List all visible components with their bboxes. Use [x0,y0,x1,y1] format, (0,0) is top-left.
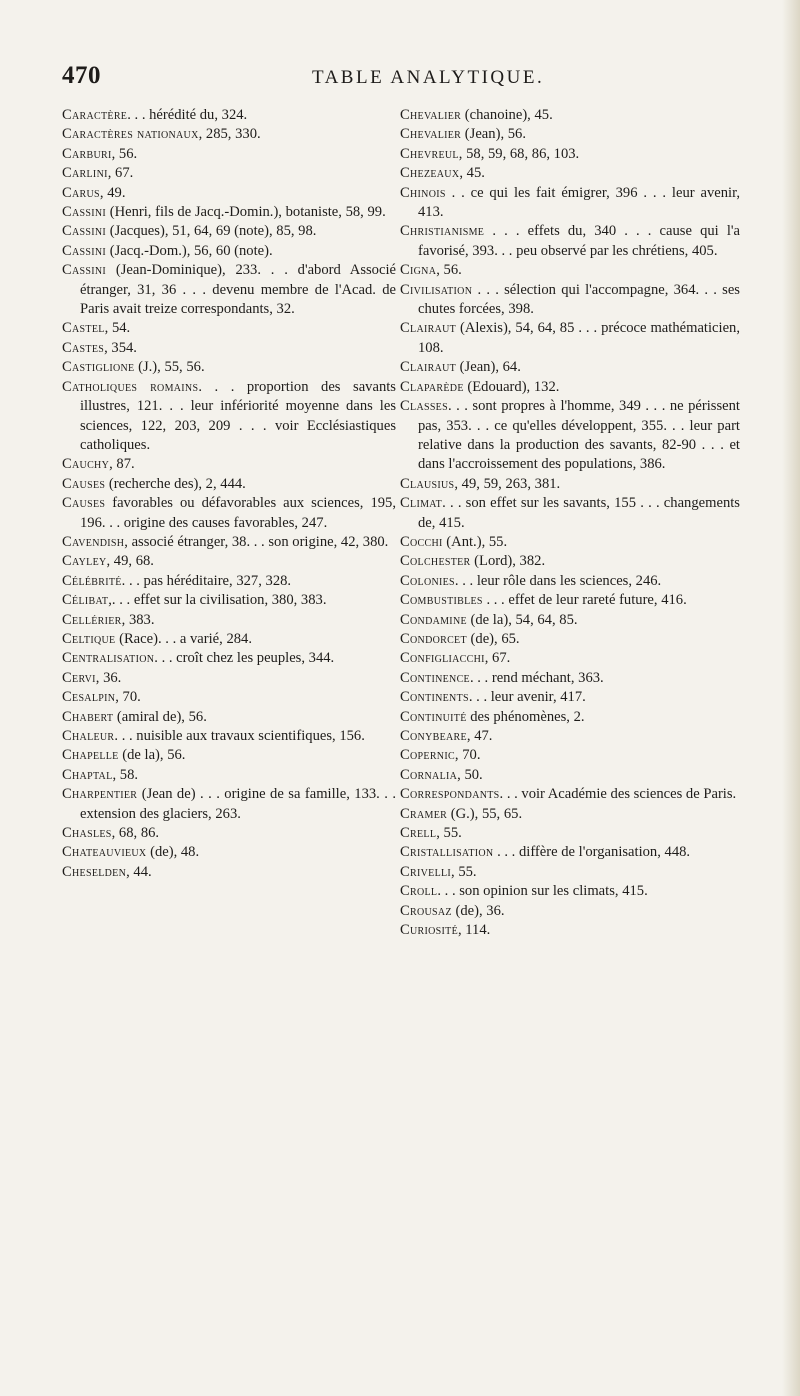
entry-headword: Cigna [400,262,437,279]
index-entry [62,766,396,785]
index-entry [62,688,396,707]
entry-headword: Combustibles [400,592,483,609]
index-entry [62,708,396,727]
index-entry [62,727,396,746]
index-entry [400,145,740,164]
entry-text: (Jacques), 51, 64, 69 (note), 85, 98. [106,223,317,240]
index-entry [400,378,740,397]
index-entry [400,319,740,358]
entry-headword: Chasles [62,825,112,842]
index-entry [400,727,740,746]
index-entry [62,863,396,882]
index-entry [62,669,396,688]
entry-headword: Croll [400,883,438,900]
entry-text: , 49. [99,184,126,201]
entry-text: , 54. [104,320,131,337]
entry-text: (de la), 54, 64, 85. [466,611,578,628]
index-entry [62,824,396,843]
entry-headword: Célébrité [62,572,122,589]
entry-text: (J.), 55, 56. [134,359,205,376]
entry-text: ,. . . effet sur la civilisation, 380, 383. [108,592,327,609]
entry-text: (recherche des), 2, 444. [105,475,246,492]
entry-headword: Chevreul [400,145,459,162]
index-entry [62,378,396,456]
page-number: 470 [62,62,101,89]
entry-headword: Charpentier [62,786,138,803]
index-entry [400,494,740,533]
entry-text: des phénomènes, 2. [466,708,585,725]
entry-text: . . . leur avenir, 417. [468,689,586,706]
entry-text: (Jean), 64. [456,359,521,376]
entry-text: . . ce qui les fait émigrer, 396 . . . leur avenir, 413. [418,184,740,221]
entry-text: , 285, 330. [198,126,261,143]
index-entry [62,591,396,610]
entry-text: , 44. [126,863,152,880]
entry-headword: Cauchy [62,456,110,473]
entry-text: , 55. [436,825,462,842]
entry-headword: Copernic [400,747,455,764]
index-entry [400,261,740,280]
entry-headword: Configliacchi [400,650,485,667]
entry-text: , 114. [458,922,491,939]
index-entry [400,397,740,475]
entry-headword: Chevalier [400,107,462,123]
index-entry [62,164,396,183]
index-entry [62,475,396,494]
entry-text: (Edouard), 132. [463,378,560,395]
entry-text: , 67. [484,650,511,667]
entry-headword: Classes [400,398,448,415]
index-column-right [400,106,740,940]
entry-text: (Ant.), 55. [442,533,508,550]
entry-text: . . . croît chez les peuples, 344. [154,650,335,667]
index-entry [400,669,740,688]
entry-headword: Chabert [62,708,114,725]
index-entry [62,339,396,358]
entry-headword: Chevalier [400,126,462,143]
entry-headword: Chinois [400,184,446,201]
entry-text: , 36. [95,669,122,686]
entry-headword: Clairaut [400,320,457,337]
index-entry [62,106,396,125]
entry-text: (Jean de) . . . origine de sa famille, 133. . . extension des glaciers, 263. [80,786,396,822]
index-entry [62,843,396,862]
entry-headword: Cellérier [62,611,122,628]
entry-headword: Chezeaux [400,165,460,182]
entry-headword: Correspondants [400,786,500,803]
entry-headword: Cristallisation [400,844,494,861]
index-entry [62,552,396,571]
index-entry [62,785,396,824]
entry-text: , 47. [466,728,493,744]
entry-text: (de la), 56. [118,747,186,764]
entry-text: , 58, 59, 68, 86, 103. [458,145,580,162]
entry-text: , 70. [454,747,481,764]
entry-text: . . . son opinion sur les climats, 415. [437,883,648,900]
index-entry [400,882,740,901]
entry-headword: Cornalia [400,766,458,783]
entry-headword: Continuité [400,708,467,725]
entry-text: . . . leur rôle dans les sciences, 246. [454,572,662,589]
entry-text: , 49, 59, 263, 381. [454,475,561,492]
entry-headword: Centralisation [62,650,155,667]
entry-headword: Clausius [400,475,455,492]
entry-text: (Race). . . a varié, 284. [115,630,252,647]
index-entry [400,533,740,552]
index-entry [62,203,396,222]
entry-headword: Chateauvieux [62,844,147,861]
entry-text: , 58. [112,766,139,783]
entry-headword: Colonies [400,572,455,589]
index-entry [400,824,740,843]
entry-headword: Crousaz [400,902,452,919]
index-entry [62,494,396,533]
entry-text: (amiral de), 56. [113,708,207,725]
index-entry [62,358,396,377]
entry-text: , 354. [104,339,137,356]
entry-text: (Jacq.-Dom.), 56, 60 (note). [106,242,273,259]
index-entry [400,843,740,862]
index-entry [400,164,740,183]
index-entry [62,261,396,319]
entry-text: . . . rend méchant, 363. [469,669,604,686]
entry-headword: Causes [62,475,106,492]
index-entry [400,572,740,591]
index-entry [62,630,396,649]
entry-text: , 67. [107,165,134,182]
index-entry [400,552,740,571]
index-column-left [62,106,396,882]
entry-text: (G.), 55, 65. [447,805,523,822]
running-title: TABLE ANALYTIQUE. [312,67,545,88]
entry-headword: Cramer [400,805,448,822]
entry-text: . . . sélection qui l'accompagne, 364. . . ses chutes forcées, 398. [418,281,740,318]
entry-text: (Henri, fils de Jacq.-Domin.), botaniste, 58, 99. [106,204,386,221]
entry-text: favorables ou défavorables aux sciences, 195, 196. . . origine des causes favorables, 247. [80,495,396,531]
entry-headword: Climat [400,495,443,512]
index-entry [400,106,740,125]
entry-text: , 70. [115,689,141,706]
entry-text: (de), 65. [466,630,520,647]
index-entry [62,125,396,144]
entry-text: . . . son effet sur les savants, 155 . . . changements de, 415. [418,495,740,531]
entry-headword: Conybeare [400,728,467,744]
entry-headword: Cassini [62,242,107,259]
entry-headword: Castes [62,339,105,356]
entry-text: (de), 48. [146,844,200,861]
index-entry [62,533,396,552]
entry-text: , 56. [436,262,462,279]
entry-text: . . . effet de leur rareté future, 416. [482,592,687,609]
entry-headword: Cavendish [62,533,125,550]
entry-text: , 56. [111,145,138,162]
entry-headword: Crell [400,825,437,842]
entry-headword: Curiosité [400,922,458,939]
entry-text: (de), 36. [451,902,505,919]
entry-text: . . . diffère de l'organisation, 448. [493,844,691,861]
index-entry [400,222,740,261]
entry-text: . . . nuisible aux travaux scientifiques, 156. [114,728,365,744]
index-entry [62,319,396,338]
entry-text: (chanoine), 45. [461,107,553,123]
index-entry [400,766,740,785]
index-entry [400,902,740,921]
index-entry [62,649,396,668]
entry-text: . . . proportion des savants illustres, 121. . . leur infériorité moyenne dans les sciences, 122, 203, 209 . . . voir Ecclésiastiques catholiques. [80,378,396,453]
entry-headword: Caractères nationaux [62,126,199,143]
entry-text: (Jean-Dominique), 233. . . d'abord Associé étranger, 31, 36 . . . devenu membre de l'Acad. de Paris avait treize correspondants, 32. [80,262,396,318]
index-entry [400,805,740,824]
index-entry [62,611,396,630]
index-entry [400,630,740,649]
index-entry [400,746,740,765]
index-entry [400,863,740,882]
entry-text: , 68, 86. [111,825,160,842]
entry-headword: Crivelli [400,863,452,880]
index-entry [400,591,740,610]
entry-headword: Cervi [62,669,96,686]
entry-headword: Carus [62,184,100,201]
entry-headword: Cesalpin [62,689,116,706]
entry-headword: Continence [400,669,470,686]
index-entry [400,921,740,940]
entry-headword: Christianisme [400,223,485,240]
index-entry [400,785,740,804]
index-entry [62,145,396,164]
entry-headword: Cassini [62,223,107,240]
entry-headword: Celtique [62,630,116,647]
entry-text: . . . pas héréditaire, 327, 328. [121,572,292,589]
entry-text: . . . sont propres à l'homme, 349 . . . ne périssent pas, 353. . . ce qu'elles développent, 355. . . leur part relative dans la production des savants, 82-90 . . . et dans l'accroissement des populations, 386. [418,398,740,473]
entry-text: , 383. [121,611,155,628]
index-entry [400,475,740,494]
index-entry [62,184,396,203]
entry-headword: Cocchi [400,533,443,550]
entry-headword: Clairaut [400,359,457,376]
index-entry [400,184,740,223]
entry-headword: Cheselden [62,863,127,880]
entry-text: , 45. [459,165,485,182]
index-entry [400,281,740,320]
entry-headword: Causes [62,495,106,512]
entry-headword: Célibat [62,592,109,609]
entry-text: . . . voir Académie des sciences de Paris. [499,786,737,803]
index-entry [62,455,396,474]
index-entry [400,649,740,668]
entry-headword: Castel [62,320,105,337]
page-header [62,62,760,96]
entry-text: , associé étranger, 38. . . son origine, 42, 380. [124,533,389,550]
entry-headword: Carlini [62,165,108,182]
entry-headword: Condamine [400,611,467,628]
entry-headword: Condorcet [400,630,467,647]
entry-headword: Chapelle [62,747,119,764]
page-edge-shading [782,0,800,1396]
entry-text: , 55. [451,863,477,880]
entry-text: . . . effets du, 340 . . . cause qui l'a favorisé, 393. . . peu observé par les chrétiens, 405. [418,223,740,259]
index-entry [62,222,396,241]
entry-headword: Chaptal [62,766,113,783]
index-entry [62,746,396,765]
entry-text: , 49, 68. [106,553,154,570]
index-entry [62,242,396,261]
index-entry [400,688,740,707]
index-entry [400,125,740,144]
entry-text: (Alexis), 54, 64, 85 . . . précoce mathématicien, 108. [418,320,740,356]
entry-headword: Carburi [62,145,112,162]
entry-headword: Cassini [62,262,107,279]
entry-text: (Lord), 382. [470,553,546,570]
entry-headword: Catholiques romains [62,378,199,395]
entry-headword: Continents [400,689,469,706]
entry-headword: Cayley [62,553,107,570]
index-entry [400,358,740,377]
entry-text: , 87. [109,456,135,473]
entry-text: (Jean), 56. [461,126,526,143]
entry-headword: Chaleur [62,728,115,744]
index-entry [62,572,396,591]
entry-headword: Caractère [62,107,128,123]
index-entry [400,611,740,630]
entry-headword: Civilisation [400,281,473,298]
entry-headword: Cassini [62,204,107,221]
entry-text: . . . hérédité du, 324. [127,107,248,123]
index-entry [400,708,740,727]
entry-headword: Castiglione [62,359,135,376]
entry-headword: Claparède [400,378,464,395]
entry-headword: Colchester [400,553,471,570]
entry-text: , 50. [457,766,483,783]
